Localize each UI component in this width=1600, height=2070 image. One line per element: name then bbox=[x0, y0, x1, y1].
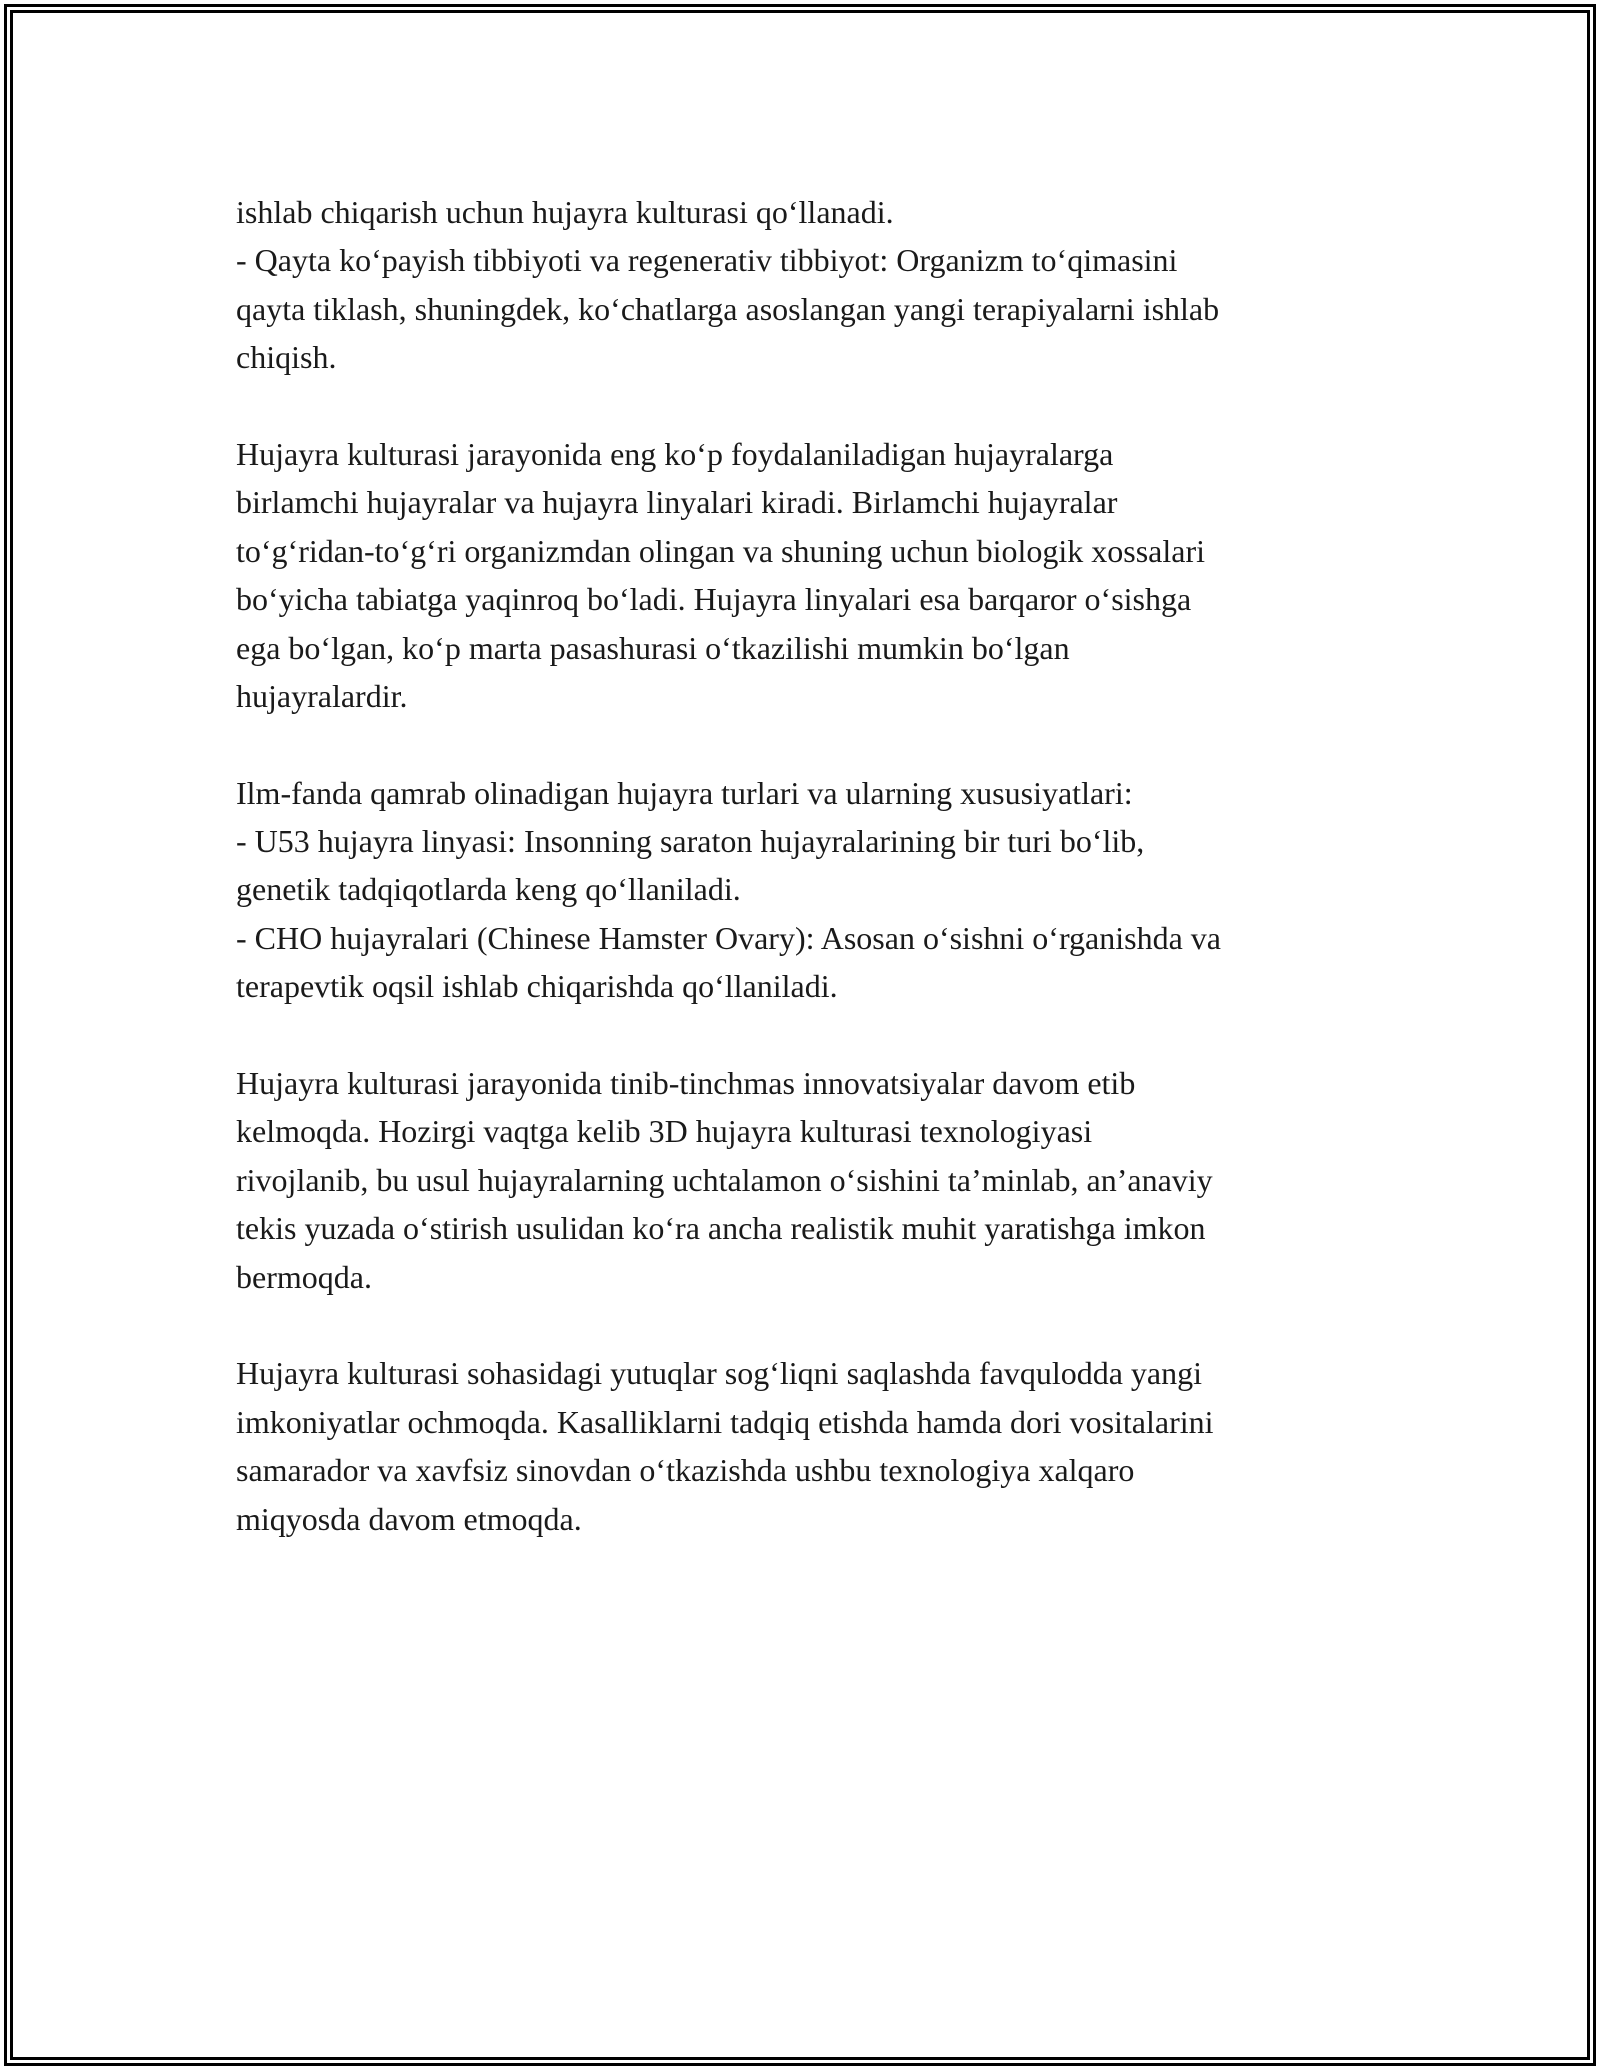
paragraph-1 bbox=[236, 188, 1396, 382]
paragraph-gap bbox=[236, 382, 1396, 430]
paragraph-gap bbox=[236, 1301, 1396, 1349]
text-line: - CHO hujayralari (Chinese Hamster Ovary): Asosan o‘sishni o‘rganishda va bbox=[236, 919, 1221, 956]
text-line: Hujayra kulturasi jarayonida tinib-tinchmas innovatsiyalar davom etib bbox=[236, 1065, 1136, 1102]
document-body bbox=[236, 188, 1396, 1543]
text-line: chiqish. bbox=[236, 339, 337, 376]
text-line: kelmoqda. Hozirgi vaqtga kelib 3D hujayra kulturasi texnologiyasi bbox=[236, 1113, 1093, 1150]
text-line: imkoniyatlar ochmoqda. Kasalliklarni tadqiq etishda hamda dori vositalarini bbox=[236, 1403, 1214, 1440]
text-line: qayta tiklash, shuningdek, ko‘chatlarga asoslangan yangi terapiyalarni ishlab bbox=[236, 290, 1220, 327]
text-line: - U53 hujayra linyasi: Insonning saraton hujayralarining bir turi bo‘lib, bbox=[236, 823, 1145, 860]
text-line: miqyosda davom etmoqda. bbox=[236, 1500, 582, 1537]
text-line: Hujayra kulturasi sohasidagi yutuqlar sog‘liqni saqlashda favqulodda yangi bbox=[236, 1355, 1203, 1392]
text-line: Ilm-fanda qamrab olinadigan hujayra turlari va ularning xususiyatlari: bbox=[236, 774, 1133, 811]
text-line: ega bo‘lgan, ko‘p marta pasashurasi o‘tkazilishi mumkin bo‘lgan bbox=[236, 629, 1070, 666]
paragraph-gap bbox=[236, 720, 1396, 768]
text-line: samarador va xavfsiz sinovdan o‘tkazishda ushbu texnologiya xalqaro bbox=[236, 1452, 1135, 1489]
text-line: terapevtik oqsil ishlab chiqarishda qo‘llaniladi. bbox=[236, 968, 838, 1005]
paragraph-3 bbox=[236, 769, 1396, 1011]
text-line: Hujayra kulturasi jarayonida eng ko‘p foydalaniladigan hujayralarga bbox=[236, 435, 1114, 472]
paragraph-gap bbox=[236, 1011, 1396, 1059]
paragraph-4 bbox=[236, 1059, 1396, 1301]
text-line: ishlab chiqarish uchun hujayra kulturasi qo‘llanadi. bbox=[236, 194, 894, 230]
text-line: - Qayta ko‘payish tibbiyoti va regenerativ tibbiyot: Organizm to‘qimasini bbox=[236, 242, 1178, 279]
text-line: hujayralardir. bbox=[236, 677, 408, 714]
text-line: bermoqda. bbox=[236, 1258, 372, 1295]
paragraph-2 bbox=[236, 430, 1396, 720]
text-line: genetik tadqiqotlarda keng qo‘llaniladi. bbox=[236, 871, 741, 908]
text-line: tekis yuzada o‘stirish usulidan ko‘ra ancha realistik muhit yaratishga imkon bbox=[236, 1210, 1206, 1247]
paragraph-5 bbox=[236, 1349, 1396, 1543]
text-line: rivojlanib, bu usul hujayralarning uchtalamon o‘sishini ta’minlab, an’anaviy bbox=[236, 1161, 1213, 1198]
text-line: bo‘yicha tabiatga yaqinroq bo‘ladi. Hujayra linyalari esa barqaror o‘sishga bbox=[236, 581, 1192, 618]
text-line: to‘g‘ridan-to‘g‘ri organizmdan olingan va shuning uchun biologik xossalari bbox=[236, 532, 1205, 569]
text-line: birlamchi hujayralar va hujayra linyalari kiradi. Birlamchi hujayralar bbox=[236, 484, 1118, 521]
